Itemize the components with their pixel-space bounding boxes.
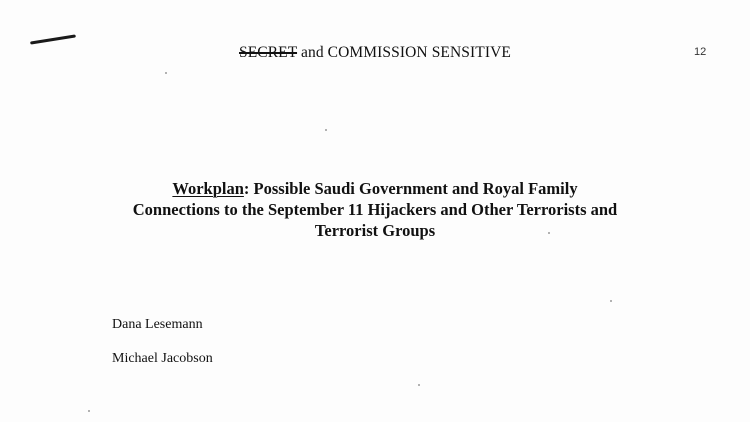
classification-header	[0, 44, 750, 62]
scan-speck	[165, 72, 167, 74]
title-label: Workplan	[172, 179, 244, 198]
scan-speck	[418, 384, 420, 386]
title-line-3: Terrorist Groups	[314, 221, 436, 240]
scan-speck	[548, 232, 550, 234]
title-line-1	[0, 178, 750, 199]
document-title	[0, 178, 750, 241]
title-line-2: Connections to the September 11 Hijackers and Other Terrorists and	[132, 200, 618, 219]
page-number: 12	[694, 46, 707, 58]
struck-classification-text: SECRET	[239, 44, 298, 61]
scan-speck	[325, 129, 327, 131]
author-name: Dana Lesemann	[112, 317, 203, 332]
author-name: Michael Jacobson	[112, 351, 213, 366]
scan-speck	[610, 300, 612, 302]
title-line-1-text: : Possible Saudi Government and Royal Family	[243, 179, 578, 198]
scan-speck	[88, 410, 90, 412]
classification-text: and COMMISSION SENSITIVE	[297, 44, 511, 61]
